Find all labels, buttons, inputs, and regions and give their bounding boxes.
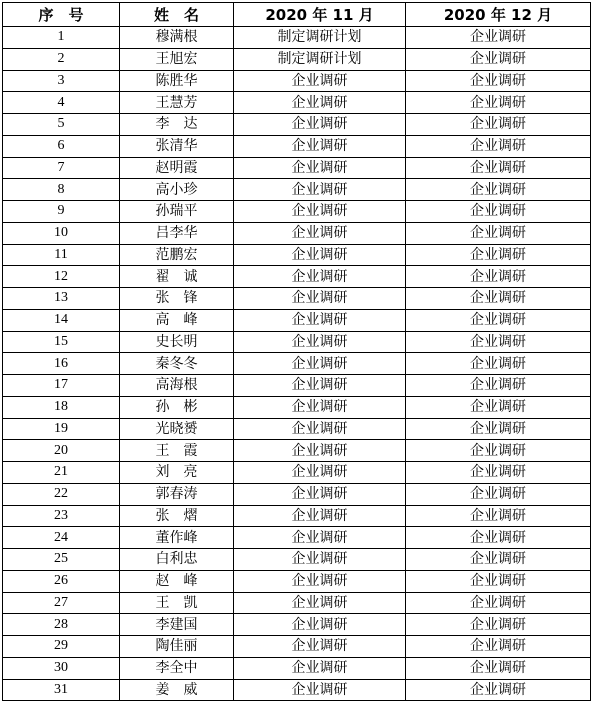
december-cell: 企业调研 [406, 222, 591, 244]
name-cell: 白利忠 [120, 549, 234, 571]
december-cell: 企业调研 [406, 636, 591, 658]
november-cell: 企业调研 [234, 353, 406, 375]
november-cell: 企业调研 [234, 222, 406, 244]
november-cell: 企业调研 [234, 266, 406, 288]
index-cell: 11 [3, 244, 120, 266]
index-cell: 18 [3, 396, 120, 418]
index-cell: 17 [3, 375, 120, 397]
name-cell: 光晓赟 [120, 418, 234, 440]
november-cell: 企业调研 [234, 135, 406, 157]
december-cell: 企业调研 [406, 157, 591, 179]
name-cell: 郭春涛 [120, 483, 234, 505]
name-cell: 高海根 [120, 375, 234, 397]
table-row [3, 527, 591, 549]
name-cell: 陶佳丽 [120, 636, 234, 658]
december-cell: 企业调研 [406, 570, 591, 592]
table-row [3, 92, 591, 114]
name-cell: 张 熠 [120, 505, 234, 527]
table-row [3, 179, 591, 201]
table-row [3, 135, 591, 157]
name-cell: 赵 峰 [120, 570, 234, 592]
table-row [3, 157, 591, 179]
december-cell: 企业调研 [406, 244, 591, 266]
december-cell: 企业调研 [406, 549, 591, 571]
name-cell: 李全中 [120, 657, 234, 679]
november-cell: 企业调研 [234, 396, 406, 418]
name-cell: 翟 诚 [120, 266, 234, 288]
december-cell: 企业调研 [406, 679, 591, 701]
november-cell: 企业调研 [234, 483, 406, 505]
table-row [3, 114, 591, 136]
index-cell: 10 [3, 222, 120, 244]
table-row [3, 244, 591, 266]
header-index: 序 号 [3, 3, 120, 27]
december-cell: 企业调研 [406, 70, 591, 92]
december-cell: 企业调研 [406, 375, 591, 397]
index-cell: 20 [3, 440, 120, 462]
november-cell: 企业调研 [234, 440, 406, 462]
november-cell: 企业调研 [234, 92, 406, 114]
index-cell: 3 [3, 70, 120, 92]
november-cell: 企业调研 [234, 570, 406, 592]
index-cell: 8 [3, 179, 120, 201]
november-cell: 企业调研 [234, 331, 406, 353]
table-row [3, 570, 591, 592]
table-row [3, 70, 591, 92]
table-row [3, 549, 591, 571]
november-cell: 企业调研 [234, 679, 406, 701]
name-cell: 李建国 [120, 614, 234, 636]
december-cell: 企业调研 [406, 288, 591, 310]
header-name: 姓 名 [120, 3, 234, 27]
table-header [3, 3, 591, 27]
name-cell: 姜 威 [120, 679, 234, 701]
name-cell: 张清华 [120, 135, 234, 157]
november-cell: 企业调研 [234, 462, 406, 484]
table-row [3, 222, 591, 244]
index-cell: 23 [3, 505, 120, 527]
index-cell: 6 [3, 135, 120, 157]
november-cell: 制定调研计划 [234, 27, 406, 49]
name-cell: 史长明 [120, 331, 234, 353]
december-cell: 企业调研 [406, 201, 591, 223]
table-row [3, 266, 591, 288]
name-cell: 赵明霞 [120, 157, 234, 179]
index-cell: 19 [3, 418, 120, 440]
december-cell: 企业调研 [406, 418, 591, 440]
name-cell: 陈胜华 [120, 70, 234, 92]
december-cell: 企业调研 [406, 483, 591, 505]
december-cell: 企业调研 [406, 614, 591, 636]
name-cell: 刘 亮 [120, 462, 234, 484]
index-cell: 22 [3, 483, 120, 505]
table-row [3, 505, 591, 527]
november-cell: 企业调研 [234, 157, 406, 179]
table-row [3, 592, 591, 614]
december-cell: 企业调研 [406, 396, 591, 418]
index-cell: 14 [3, 309, 120, 331]
name-cell: 王旭宏 [120, 48, 234, 70]
november-cell: 制定调研计划 [234, 48, 406, 70]
table-row [3, 375, 591, 397]
table-row [3, 201, 591, 223]
header-row [3, 3, 591, 27]
name-cell: 孙瑞平 [120, 201, 234, 223]
index-cell: 1 [3, 27, 120, 49]
name-cell: 穆满根 [120, 27, 234, 49]
name-cell: 秦冬冬 [120, 353, 234, 375]
november-cell: 企业调研 [234, 505, 406, 527]
index-cell: 30 [3, 657, 120, 679]
index-cell: 28 [3, 614, 120, 636]
index-cell: 16 [3, 353, 120, 375]
name-cell: 张 锋 [120, 288, 234, 310]
header-november-2020: 2020 年 11 月 [234, 3, 406, 27]
name-cell: 范鹏宏 [120, 244, 234, 266]
name-cell: 吕李华 [120, 222, 234, 244]
table-row [3, 483, 591, 505]
table-row [3, 418, 591, 440]
november-cell: 企业调研 [234, 288, 406, 310]
table-row [3, 396, 591, 418]
index-cell: 12 [3, 266, 120, 288]
index-cell: 4 [3, 92, 120, 114]
table-body [3, 27, 591, 701]
index-cell: 15 [3, 331, 120, 353]
november-cell: 企业调研 [234, 657, 406, 679]
table-row [3, 288, 591, 310]
index-cell: 31 [3, 679, 120, 701]
index-cell: 21 [3, 462, 120, 484]
schedule-table [2, 2, 591, 701]
table-row [3, 657, 591, 679]
november-cell: 企业调研 [234, 636, 406, 658]
november-cell: 企业调研 [234, 418, 406, 440]
december-cell: 企业调研 [406, 657, 591, 679]
november-cell: 企业调研 [234, 309, 406, 331]
december-cell: 企业调研 [406, 353, 591, 375]
index-cell: 27 [3, 592, 120, 614]
table-row [3, 48, 591, 70]
table-row [3, 440, 591, 462]
november-cell: 企业调研 [234, 179, 406, 201]
name-cell: 王慧芳 [120, 92, 234, 114]
index-cell: 9 [3, 201, 120, 223]
november-cell: 企业调研 [234, 114, 406, 136]
november-cell: 企业调研 [234, 201, 406, 223]
december-cell: 企业调研 [406, 48, 591, 70]
december-cell: 企业调研 [406, 179, 591, 201]
name-cell: 王 霞 [120, 440, 234, 462]
december-cell: 企业调研 [406, 266, 591, 288]
december-cell: 企业调研 [406, 462, 591, 484]
index-cell: 7 [3, 157, 120, 179]
index-cell: 26 [3, 570, 120, 592]
name-cell: 李 达 [120, 114, 234, 136]
table-row [3, 636, 591, 658]
header-december-2020: 2020 年 12 月 [406, 3, 591, 27]
december-cell: 企业调研 [406, 505, 591, 527]
index-cell: 25 [3, 549, 120, 571]
index-cell: 5 [3, 114, 120, 136]
index-cell: 2 [3, 48, 120, 70]
december-cell: 企业调研 [406, 114, 591, 136]
name-cell: 高小珍 [120, 179, 234, 201]
november-cell: 企业调研 [234, 70, 406, 92]
table-row [3, 331, 591, 353]
name-cell: 高 峰 [120, 309, 234, 331]
table-row [3, 309, 591, 331]
november-cell: 企业调研 [234, 375, 406, 397]
december-cell: 企业调研 [406, 331, 591, 353]
december-cell: 企业调研 [406, 27, 591, 49]
november-cell: 企业调研 [234, 527, 406, 549]
december-cell: 企业调研 [406, 309, 591, 331]
december-cell: 企业调研 [406, 92, 591, 114]
table-row [3, 679, 591, 701]
december-cell: 企业调研 [406, 592, 591, 614]
name-cell: 王 凯 [120, 592, 234, 614]
name-cell: 董作峰 [120, 527, 234, 549]
november-cell: 企业调研 [234, 614, 406, 636]
november-cell: 企业调研 [234, 244, 406, 266]
name-cell: 孙 彬 [120, 396, 234, 418]
table-row [3, 353, 591, 375]
table-row [3, 462, 591, 484]
november-cell: 企业调研 [234, 549, 406, 571]
index-cell: 13 [3, 288, 120, 310]
index-cell: 24 [3, 527, 120, 549]
december-cell: 企业调研 [406, 527, 591, 549]
index-cell: 29 [3, 636, 120, 658]
december-cell: 企业调研 [406, 440, 591, 462]
december-cell: 企业调研 [406, 135, 591, 157]
table-row [3, 27, 591, 49]
table-row [3, 614, 591, 636]
november-cell: 企业调研 [234, 592, 406, 614]
